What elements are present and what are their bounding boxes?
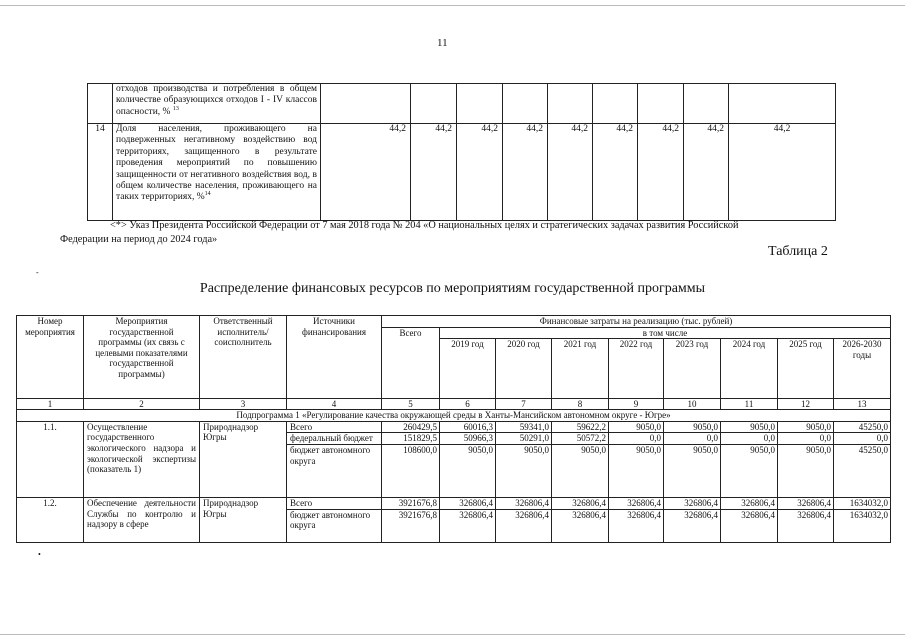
header-year: 2026-2030 годы (834, 339, 891, 399)
value-cell: 326806,4 (609, 509, 664, 542)
column-number: 2 (84, 399, 200, 410)
value-cell: 44,2 (684, 124, 729, 221)
value-cell: 9050,0 (778, 421, 834, 433)
footnote-line: <*> Указ Президента Российской Федерации от 7 мая 2018 года № 204 «О национальных целях и стратегических задачах развития Российской (110, 220, 739, 231)
value-cell: 9050,0 (609, 444, 664, 497)
value-cell: 9050,0 (609, 421, 664, 433)
value-cell: 9050,0 (721, 444, 778, 497)
value-cell: 326806,4 (664, 509, 721, 542)
value-cell: 44,2 (593, 124, 638, 221)
header-responsible: Ответственный исполнитель/ соисполнитель (200, 316, 287, 399)
value-cell: 3921676,8 (382, 509, 440, 542)
column-number: 13 (834, 399, 891, 410)
value-cell: 0,0 (664, 433, 721, 445)
value-cell: 44,2 (729, 124, 836, 221)
value-cell: 0,0 (609, 433, 664, 445)
footnote (60, 219, 840, 247)
value-cell: 3921676,8 (382, 497, 440, 509)
value-cell: 44,2 (638, 124, 684, 221)
header-year: 2025 год (778, 339, 834, 399)
value-cell: 50291,0 (496, 433, 552, 445)
table-row (17, 497, 891, 509)
scan-edge-top (0, 5, 905, 6)
row-number-cell (88, 84, 113, 124)
value-cell: 326806,4 (609, 497, 664, 509)
column-number: 3 (200, 399, 287, 410)
value-cell: 45250,0 (834, 444, 891, 497)
indicator-description: отходов производства и потребления в общем количестве образующихся отходов I - IV классов опасности, % $^{13}$ (113, 84, 321, 124)
source: Всего (287, 421, 382, 433)
table-title: Распределение финансовых ресурсов по мероприятиям государственной программы (199, 281, 706, 296)
responsible: Природнадзор Югры (200, 421, 287, 497)
value-cell: 44,2 (457, 124, 503, 221)
value-cell: 326806,4 (552, 497, 609, 509)
source: Всего (287, 497, 382, 509)
value-cell: 151829,5 (382, 433, 440, 445)
value-cell: 60016,3 (440, 421, 496, 433)
column-number: 4 (287, 399, 382, 410)
value-cell: 59341,0 (496, 421, 552, 433)
value-cell: 326806,4 (721, 497, 778, 509)
header-year: 2024 год (721, 339, 778, 399)
column-number: 6 (440, 399, 496, 410)
value-cell: 326806,4 (440, 497, 496, 509)
column-number: 8 (552, 399, 609, 410)
header-year: 2023 год (664, 339, 721, 399)
value-cell: 108600,0 (382, 444, 440, 497)
table-row (88, 124, 836, 221)
value-cell: 50572,2 (552, 433, 609, 445)
scan-mark: - (36, 268, 39, 277)
header-including: в том числе (440, 327, 891, 339)
value-cell: 0,0 (778, 433, 834, 445)
column-number-row (17, 399, 891, 410)
financing-table (16, 315, 891, 543)
value-cell: 326806,4 (496, 497, 552, 509)
value-cell: 9050,0 (664, 444, 721, 497)
value-cell: 326806,4 (496, 509, 552, 542)
event-name: Осуществление государственного экологического надзора и экологической экспертизы (показатель 1) (84, 421, 200, 497)
event-name: Обеспечение деятельности Службы по контролю и надзору в сфере (84, 497, 200, 542)
page-number: 11 (437, 37, 448, 49)
header-row (17, 316, 891, 328)
event-number: 1.1. (17, 421, 84, 497)
column-number: 12 (778, 399, 834, 410)
value-cell: 0,0 (834, 433, 891, 445)
value-cell: 9050,0 (496, 444, 552, 497)
value-cell: 326806,4 (664, 497, 721, 509)
header-year: 2020 год (496, 339, 552, 399)
column-number: 7 (496, 399, 552, 410)
value-cell: 9050,0 (552, 444, 609, 497)
value-cell: 0,0 (721, 433, 778, 445)
header-year: 2021 год (552, 339, 609, 399)
header-num: Номер мероприятия (17, 316, 84, 399)
value-cell: 44,2 (411, 124, 457, 221)
value-cell: 326806,4 (440, 509, 496, 542)
value-cell: 326806,4 (552, 509, 609, 542)
column-number: 5 (382, 399, 440, 410)
value-cell: 59622,2 (552, 421, 609, 433)
column-number: 1 (17, 399, 84, 410)
footnote-line: Федерации на период до 2024 года» (60, 234, 218, 245)
value-cell: 44,2 (321, 124, 411, 221)
header-events: Мероприятия государственной программы (их связь с целевыми показателями государственной программы) (84, 316, 200, 399)
scan-mark: • (38, 550, 41, 559)
value-cell: 45250,0 (834, 421, 891, 433)
source: бюджет автономного округа (287, 444, 382, 497)
value-cell: 326806,4 (778, 497, 834, 509)
header-sources: Источники финансирования (287, 316, 382, 399)
header-year: 2019 год (440, 339, 496, 399)
value-cell: 9050,0 (664, 421, 721, 433)
row-number-cell: 14 (88, 124, 113, 221)
value-cell: 44,2 (548, 124, 593, 221)
table-row (88, 84, 836, 124)
event-number: 1.2. (17, 497, 84, 542)
value-cell: 1634032,0 (834, 509, 891, 542)
value-cell: 50966,3 (440, 433, 496, 445)
header-year: 2022 год (609, 339, 664, 399)
value-cell: 260429,5 (382, 421, 440, 433)
subprogram-row (17, 410, 891, 422)
value-cell: 326806,4 (778, 509, 834, 542)
value-cell: 326806,4 (721, 509, 778, 542)
header-costs: Финансовые затраты на реализацию (тыс. рублей) (382, 316, 891, 328)
column-number: 9 (609, 399, 664, 410)
indicators-table (87, 83, 836, 221)
source: федеральный бюджет (287, 433, 382, 445)
value-cell: 9050,0 (440, 444, 496, 497)
value-cell: 44,2 (503, 124, 548, 221)
scan-edge-bottom (0, 634, 905, 635)
subprogram-title: Подпрограмма 1 «Регулирование качества окружающей среды в Ханты-Мансийском автономном округе - Югре» (17, 410, 891, 422)
column-number: 10 (664, 399, 721, 410)
column-number: 11 (721, 399, 778, 410)
value-cell: 1634032,0 (834, 497, 891, 509)
value-cell: 9050,0 (778, 444, 834, 497)
header-total: Всего (382, 327, 440, 399)
responsible: Природнадзор Югры (200, 497, 287, 542)
table-row (17, 421, 891, 433)
table-label: Таблица 2 (768, 244, 828, 259)
source: бюджет автономного округа (287, 509, 382, 542)
indicator-description: Доля населения, проживающего на подверженных негативному воздействию вод территориях, защищенного в результате проведения мероприятий по повышению защищенности от негативного воздействия вод, в общем количестве населения, проживающего на таких территориях, %$^{14}$ (113, 124, 321, 221)
value-cell: 9050,0 (721, 421, 778, 433)
